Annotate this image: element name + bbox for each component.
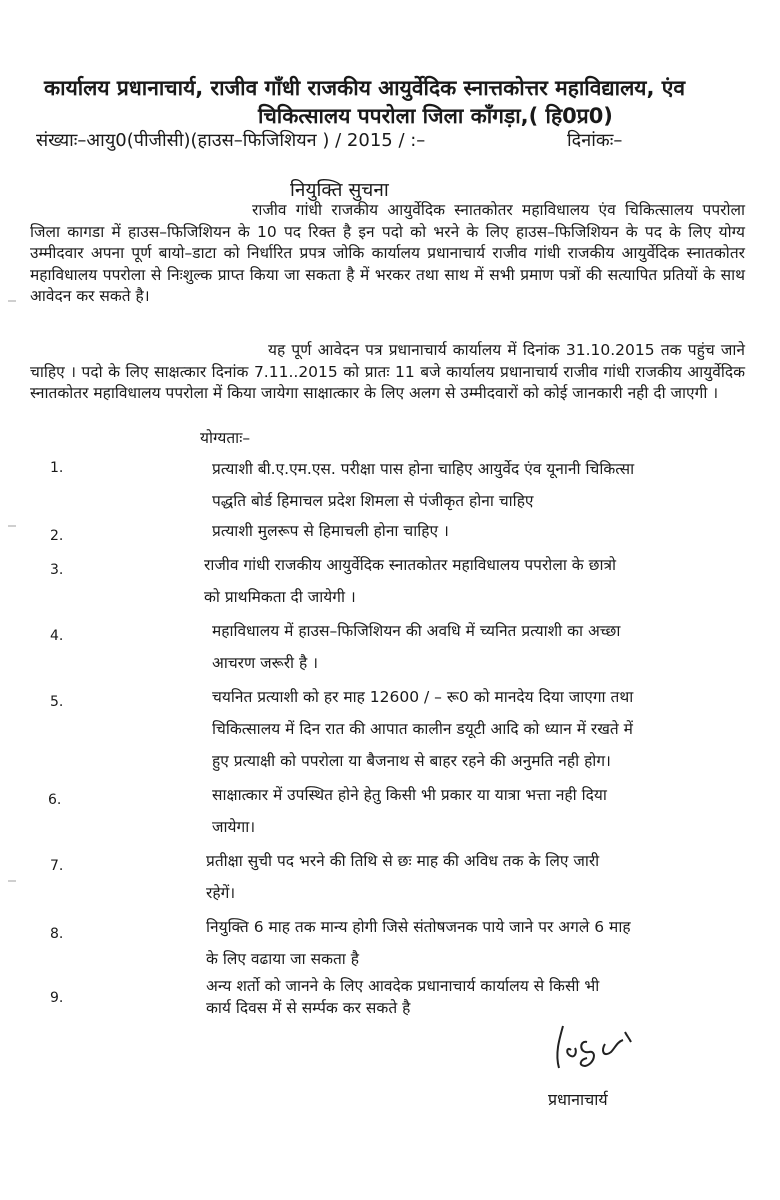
eligibility-item-5 [212, 681, 737, 777]
eligibility-item-8-line-1: नियुक्ति 6 माह तक मान्य होगी जिसे संतोषजनक पाये जाने पर अगले 6 माह [206, 918, 631, 936]
eligibility-item-5-line-2: चिकित्सालय में दिन रात की आपात कालीन डयूटी आदि को ध्यान में रखते में [212, 720, 633, 738]
eligibility-item-2 [212, 515, 732, 547]
eligibility-item-7 [206, 845, 726, 909]
eligibility-number-6: 6. [48, 792, 62, 808]
eligibility-item-3-line-1: राजीव गांधी राजकीय आयुर्वेदिक स्नातकोतर महाविधालय पपरोला के छात्रो [204, 556, 617, 574]
eligibility-item-9-line-1: अन्य शर्तो को जानने के लिए आवदेक प्रधानाचार्य कार्यालय से किसी भी [206, 977, 600, 995]
eligibility-item-4-line-1: महाविधालय में हाउस–फिजिशियन की अवधि में च्यनित प्रत्याशी का अच्छा [212, 622, 621, 640]
eligibility-item-6-line-2: जायेगा। [212, 818, 256, 836]
notice-title: नियुक्ति सुचना [290, 179, 389, 201]
eligibility-item-8-line-2: के लिए वढाया जा सकता है [206, 950, 359, 968]
eligibility-number-5: 5. [50, 694, 64, 710]
notice-paragraph-2: यह पूर्ण आवेदन पत्र प्रधानाचार्य कार्यालय में दिनांक 31.10.2015 तक पहुंच जाने चाहिए । पदो के लिए साक्षत्कार दिनांक 7.11..2015 को प्रातः 11 बजे कार्यालय प्रधानाचार्य राजीव गांधी राजकीय आयुर्वेदिक स्नातकोतर महाविधालय पपरोला में किया जायेगा साक्षात्कार के लिए अलग से उम्मीदवारों को कोई जानकारी नही दी जाएगी । [30, 341, 745, 402]
scan-mark [8, 880, 16, 882]
signature-label: प्रधानाचार्य [548, 1090, 608, 1109]
eligibility-item-1 [212, 453, 732, 517]
eligibility-item-6-line-1: साक्षात्कार में उपस्थित होने हेतु किसी भी प्रकार या यात्रा भत्ता नही दिया [212, 786, 607, 804]
eligibility-heading: योग्यताः– [200, 429, 251, 447]
eligibility-item-3 [204, 549, 734, 613]
office-header-line-1: कार्यालय प्रधानाचार्य, राजीव गाँधी राजकीय आयुर्वेदिक स्नात्तकोत्तर महाविद्यालय, एंव [44, 76, 686, 100]
eligibility-item-1-line-2: पद्धति बोर्ड हिमाचल प्रदेश शिमला से पंजीकृत होना चाहिए [212, 492, 534, 510]
eligibility-item-4 [212, 615, 732, 679]
handwritten-signature [545, 1020, 655, 1075]
eligibility-number-7: 7. [50, 858, 64, 874]
eligibility-item-9 [206, 975, 726, 1019]
office-header-line-2: चिकित्सालय पपरोला जिला काँगड़ा,( हि0प्र0) [258, 104, 613, 128]
date-label: दिनांकः– [567, 130, 623, 151]
notice-paragraph-1: राजीव गांधी राजकीय आयुर्वेदिक स्नातकोतर महाविधालय एंव चिकित्सालय पपरोला जिला कागडा में हाउस–फिजिशियन के 10 पद रिक्त है इन पदो को भरने के लिए हाउस–फिजिशियन के पद के लिए योग्य उम्मीदवार अपना पूर्ण बायो–डाटा को निर्धारित प्रपत्र जोकि कार्यालय प्रधानाचार्य राजीव गांधी राजकीय आयुर्वेदिक स्नातकोतर महाविधालय पपरोला से निःशुल्क प्राप्त किया जा सकता है में भरकर तथा साथ में सभी प्रमाण पत्रों की सत्यापित प्रतियों के साथ आवेदन कर सकते है। [30, 201, 745, 305]
eligibility-item-4-line-2: आचरण जरूरी है । [212, 654, 319, 672]
eligibility-number-1: 1. [50, 460, 64, 476]
scan-mark [8, 525, 16, 527]
eligibility-number-8: 8. [50, 926, 64, 942]
eligibility-item-6 [212, 779, 732, 843]
eligibility-item-8 [206, 911, 736, 975]
eligibility-item-5-line-3: हुए प्रत्याक्षी को पपरोला या बैजनाथ से बाहर रहने की अनुमति नही होग। [212, 752, 611, 770]
eligibility-item-2-line-1: प्रत्याशी मुलरूप से हिमाचली होना चाहिए । [212, 522, 449, 540]
eligibility-item-7-line-1: प्रतीक्षा सुची पद भरने की तिथि से छः माह की अविध तक के लिए जारी [206, 852, 600, 870]
eligibility-item-1-line-1: प्रत्याशी बी.ए.एम.एस. परीक्षा पास होना चाहिए आयुर्वेद एंव यूनानी चिकित्सा [212, 460, 635, 478]
eligibility-item-7-line-2: रहेगें। [206, 884, 236, 902]
eligibility-number-9: 9. [50, 990, 64, 1006]
eligibility-item-5-line-1: चयनित प्रत्याशी को हर माह 12600 / – रू0 को मानदेय दिया जाएगा तथा [212, 688, 634, 706]
scan-mark [8, 300, 16, 302]
eligibility-item-9-line-2: कार्य दिवस में से सर्म्पक कर सकते है [206, 999, 411, 1017]
eligibility-number-2: 2. [50, 528, 64, 544]
reference-number: संख्याः–आयु0(पीजीसी)(हाउस–फिजिशियन ) / 2015 / :– [36, 130, 426, 151]
eligibility-number-4: 4. [50, 628, 64, 644]
eligibility-item-3-line-2: को प्राथमिकता दी जायेगी । [204, 588, 356, 606]
eligibility-number-3: 3. [50, 562, 64, 578]
